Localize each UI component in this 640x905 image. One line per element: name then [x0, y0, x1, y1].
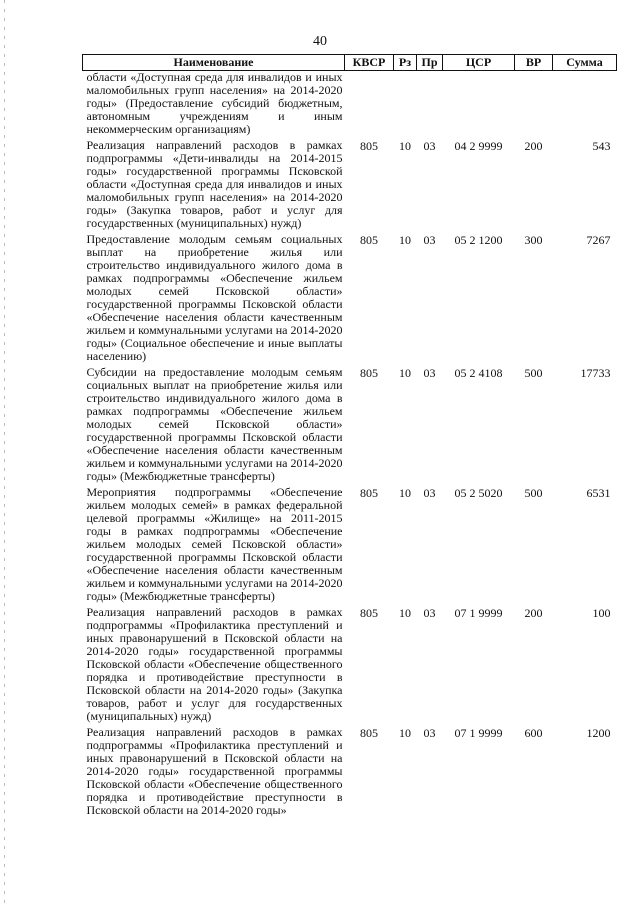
row-kvsr: 805 — [360, 726, 378, 740]
row-vr: 300 — [524, 233, 543, 247]
table-row — [83, 364, 617, 484]
row-kvsr: 805 — [360, 486, 378, 500]
row-sum: 17733 — [580, 366, 611, 380]
row-csr: 07 1 9999 — [454, 606, 503, 620]
row-kvsr: 805 — [360, 139, 378, 153]
row-name: Реализация направлений расходов в рамках подпрограммы «Профилактика преступлений и иных правонарушений в Псковской области на 2014-2020 годы» государственной программы Псковской области «Обеспечение общественного порядка и противодействие преступности в Псковской области на 2014-2020 годы» — [86, 725, 343, 817]
continuation-text: области «Доступная среда для инвалидов и иных маломобильных групп населения» на 2014-2020 годы» (Предоставление субсидий бюджетным, автономным учреждениям и иным некоммерческим организациям) — [86, 70, 343, 136]
row-vr: 200 — [524, 606, 543, 620]
row-sum: 1200 — [586, 726, 611, 740]
header-name: Наименование — [83, 55, 345, 71]
row-vr: 200 — [524, 139, 543, 153]
row-rz: 10 — [399, 606, 411, 620]
row-kvsr: 805 — [360, 606, 378, 620]
row-csr: 05 2 1200 — [454, 233, 503, 247]
table-row — [83, 484, 617, 604]
row-csr: 07 1 9999 — [454, 726, 503, 740]
row-csr: 04 2 9999 — [454, 139, 503, 153]
row-pr: 03 — [423, 486, 436, 500]
header-vr: ВР — [515, 55, 553, 71]
header-pr: Пр — [417, 55, 443, 71]
table-header-row — [83, 55, 617, 71]
row-sum: 7267 — [586, 233, 611, 247]
row-sum: 6531 — [586, 486, 611, 500]
row-rz: 10 — [399, 139, 411, 153]
row-pr: 03 — [423, 366, 436, 380]
row-rz: 10 — [399, 233, 411, 247]
table-row — [83, 137, 617, 231]
row-vr: 600 — [524, 726, 543, 740]
row-rz: 10 — [399, 486, 411, 500]
header-rz: Рз — [394, 55, 417, 71]
row-pr: 03 — [423, 606, 436, 620]
scan-edge-mark — [4, 0, 5, 905]
row-vr: 500 — [524, 366, 543, 380]
row-vr: 500 — [524, 486, 543, 500]
budget-table — [82, 54, 617, 818]
row-sum: 543 — [592, 139, 611, 153]
row-pr: 03 — [423, 726, 436, 740]
table-row — [83, 724, 617, 818]
row-kvsr: 805 — [360, 233, 378, 247]
header-csr: ЦСР — [443, 55, 515, 71]
table-row — [83, 604, 617, 724]
table-row — [83, 231, 617, 364]
row-name: Мероприятия подпрограммы «Обеспечение жильем молодых семей» в рамках федеральной целевой программы «Жилище» на 2011-2015 годы в рамках подпрограммы «Обеспечение жильем молодых семей Псковской области» государственной программы Псковской области «Обеспечение населения области качественным жильем и коммунальными услугами на 2014-2020 годы» (Межбюджетные трансферты) — [86, 485, 343, 603]
row-name: Реализация направлений расходов в рамках подпрограммы «Профилактика преступлений и иных правонарушений в Псковской области на 2014-2020 годы» государственной программы Псковской области «Обеспечение общественного порядка и противодействие преступности в Псковской области на 2014-2020 годы» (Закупка товаров, работ и услуг для государственных (муниципальных) нужд) — [86, 605, 343, 723]
row-sum: 100 — [592, 606, 611, 620]
page-number: 40 — [313, 34, 327, 49]
row-name: Субсидии на предоставление молодым семьям социальных выплат на приобретение жилья или строительство индивидуального жилого дома в рамках подпрограммы «Обеспечение жильем молодых семей Псковской области» государственной программы Псковской области «Обеспечение населения области качественным жильем и коммунальными услугами на 2014-2020 годы» (Межбюджетные трансферты) — [86, 365, 343, 483]
row-pr: 03 — [423, 233, 436, 247]
header-sum: Сумма — [553, 55, 617, 71]
row-pr: 03 — [423, 139, 436, 153]
row-csr: 05 2 4108 — [454, 366, 503, 380]
row-csr: 05 2 5020 — [454, 486, 503, 500]
row-name: Предоставление молодым семьям социальных выплат на приобретение жилья или строительство индивидуального жилого дома в рамках подпрограммы «Обеспечение жильем молодых семей Псковской области» государственной программы Псковской области «Обеспечение населения области качественным жильем и коммунальными услугами на 2014-2020 годы» (Социальное обеспечение и иные выплаты населению) — [86, 232, 343, 363]
row-rz: 10 — [399, 726, 411, 740]
row-name: Реализация направлений расходов в рамках подпрограммы «Дети-инвалиды на 2014-2015 годы» государственной программы Псковской области «Доступная среда для инвалидов и иных маломобильных групп населения» на 2014-2020 годы» (Закупка товаров, работ и услуг для государственных (муниципальных) нужд) — [86, 138, 343, 230]
row-rz: 10 — [399, 366, 411, 380]
header-kvsr: КВСР — [345, 55, 394, 71]
continuation-row — [83, 71, 617, 138]
row-kvsr: 805 — [360, 366, 378, 380]
